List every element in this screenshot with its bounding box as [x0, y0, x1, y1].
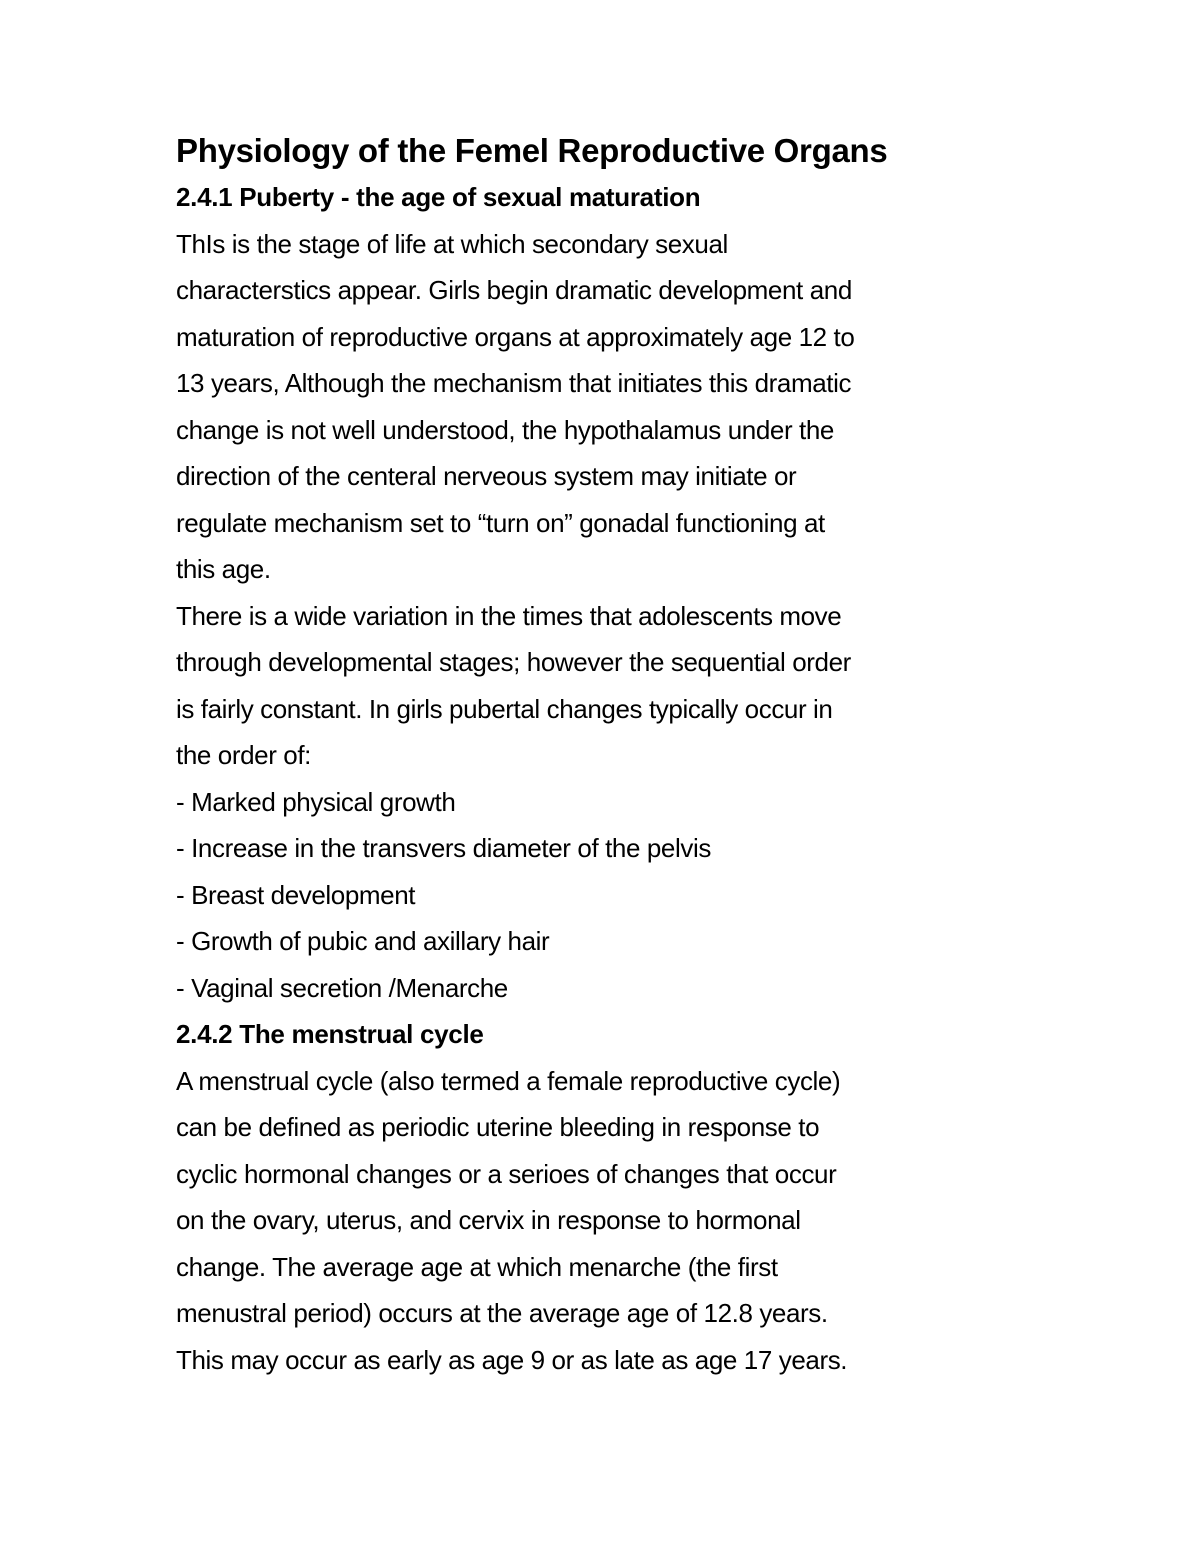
text-line: change is not well understood, the hypothalamus under the: [176, 414, 834, 445]
text-line: ThIs is the stage of life at which secondary sexual: [176, 228, 728, 259]
text-line: this age.: [176, 554, 271, 584]
document-title: Physiology of the Femel Reproductive Organs: [176, 132, 888, 169]
text-line: can be defined as periodic uterine bleeding in response to: [176, 1112, 820, 1142]
document-page: [176, 128, 996, 1383]
pubertal-changes-list: [176, 779, 996, 1012]
text-line: maturation of reproductive organs at approximately age 12 to: [176, 321, 855, 352]
text-line: change. The average age at which menarche (the first: [176, 1251, 778, 1282]
text-line: A menstrual cycle (also termed a female reproductive cycle): [176, 1065, 841, 1096]
paragraph-puberty-definition: [176, 221, 996, 593]
paragraph-puberty-variation: [176, 593, 996, 779]
section-heading-puberty: 2.4.1 Puberty - the age of sexual maturation: [176, 182, 701, 212]
text-line: on the ovary, uterus, and cervix in response to hormonal: [176, 1205, 801, 1235]
list-item: - Growth of pubic and axillary hair: [176, 926, 550, 956]
list-item: - Breast development: [176, 879, 416, 910]
list-item: - Vaginal secretion /Menarche: [176, 972, 508, 1003]
text-line: This may occur as early as age 9 or as late as age 17 years.: [176, 1344, 848, 1375]
text-line: 13 years, Although the mechanism that initiates this dramatic: [176, 368, 852, 398]
text-line: characterstics appear. Girls begin dramatic development and: [176, 275, 852, 305]
list-item: - Increase in the transvers diameter of the pelvis: [176, 833, 711, 863]
text-line: the order of:: [176, 740, 311, 770]
text-line: is fairly constant. In girls pubertal changes typically occur in: [176, 693, 833, 724]
text-line: cyclic hormonal changes or a serioes of changes that occur: [176, 1158, 837, 1189]
section-heading-menstrual-cycle: 2.4.2 The menstrual cycle: [176, 1019, 484, 1049]
text-line: menustral period) occurs at the average age of 12.8 years.: [176, 1298, 828, 1328]
text-line: direction of the centeral nerveous system may initiate or: [176, 461, 797, 491]
list-item: - Marked physical growth: [176, 786, 456, 817]
text-line: through developmental stages; however the sequential order: [176, 647, 851, 677]
text-line: There is a wide variation in the times that adolescents move: [176, 600, 842, 631]
text-line: regulate mechanism set to “turn on” gonadal functioning at: [176, 507, 825, 538]
paragraph-menstrual-cycle: [176, 1058, 996, 1384]
